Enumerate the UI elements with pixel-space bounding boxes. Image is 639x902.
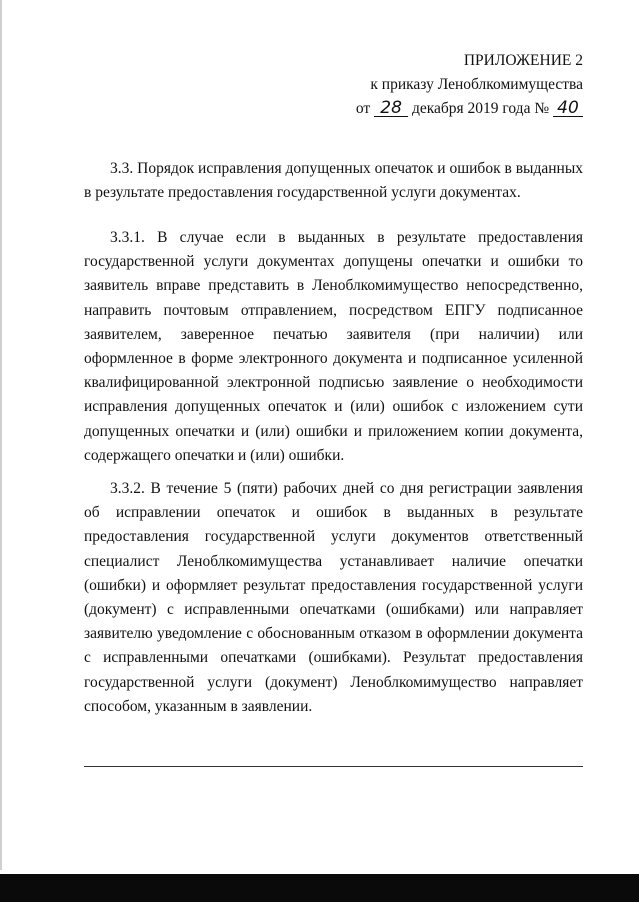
order-date-line xyxy=(356,100,583,118)
order-reference: к приказу Леноблкомимущества xyxy=(370,76,583,93)
appendix-title: ПРИЛОЖЕНИЕ 2 xyxy=(463,52,583,69)
scan-bottom-bar xyxy=(0,874,639,902)
date-rest: декабря 2019 года xyxy=(411,100,531,117)
number-sign: № xyxy=(534,100,550,117)
paragraph-3-3-1: 3.3.1. В случае если в выданных в результате предоставления государственной услуги документах допущены опечатки и ошибки то заявитель вправе представить в Леноблкомимущество непосредственно, направить почтовым отправлением, посредством ЕПГУ подписанное заявителем, заверенное печатью заявителя (при наличии) или оформленное в форме электронного документа и подписанное усиленной квалифицированной электронной подписью заявление о необходимости исправления допущенных опечаток и (или) ошибок с изложением сути допущенных опечатки и (или) ошибки и приложением копии документа, содержащего опечатки и (или) ошибки. xyxy=(84,229,583,464)
scan-edge xyxy=(0,0,2,870)
footer-rule xyxy=(84,766,583,767)
handwritten-number: 40 xyxy=(553,100,583,117)
paragraph-3-3-2: 3.3.2. В течение 5 (пяти) рабочих дней со дня регистрации заявления об исправлении опечаток и ошибок в выданных в результате предоставления государственной услуги документов ответственный специалист Леноблкомимущества устанавливает наличие опечатки (ошибки) и оформляет результат предоставления государственной услуги (документ) с исправленными опечатками (ошибками) или направляет заявителю уведомление с обоснованным отказом в оформлении документа с исправленными опечатками (ошибками). Результат предоставления государственной услуги (документ) Леноблкомимущество направляет способом, указанным в заявлении. xyxy=(84,480,583,715)
date-prefix: от xyxy=(355,100,371,117)
handwritten-day: 28 xyxy=(374,100,408,117)
section-3-3-heading: 3.3. Порядок исправления допущенных опечаток и ошибок в выданных в результате предоставления государственной услуги документах. xyxy=(84,160,583,202)
